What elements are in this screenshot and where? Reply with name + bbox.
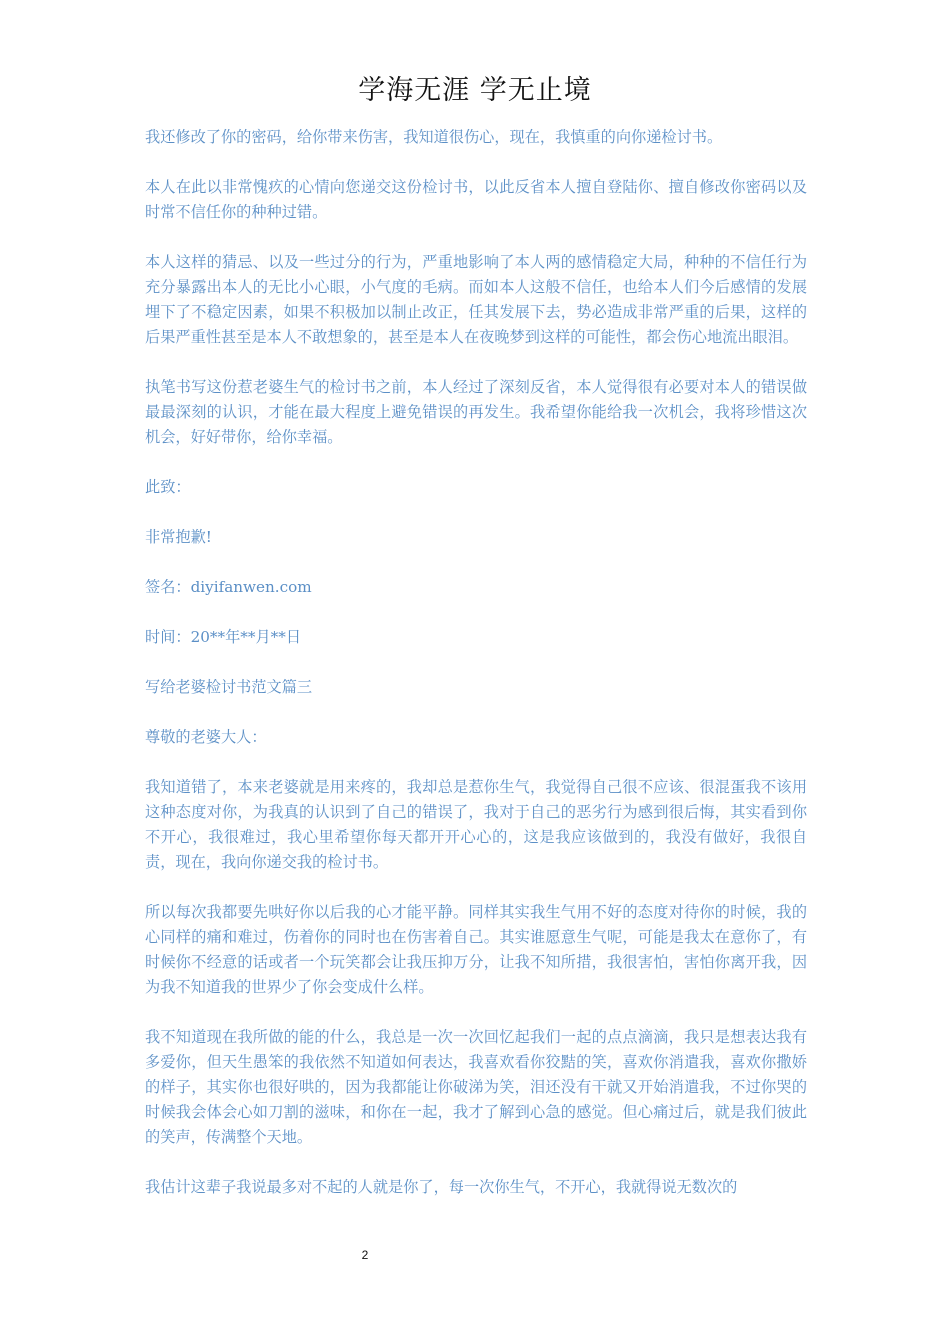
- paragraph: 执笔书写这份惹老婆生气的检讨书之前，本人经过了深刻反省，本人觉得很有必要对本人的错误做最最深刻的认识，才能在最大程度上避免错误的再发生。我希望你能给我一次机会，我将珍惜这次机会，好好带你，给你幸福。: [145, 378, 807, 446]
- page-number: 2: [361, 1248, 369, 1262]
- paragraph: 本人在此以非常愧疚的心情向您递交这份检讨书，以此反省本人擅自登陆你、擅自修改你密码以及时常不信任你的种种过错。: [145, 178, 807, 221]
- paragraph: 所以每次我都要先哄好你以后我的心才能平静。同样其实我生气用不好的态度对待你的时候，我的心同样的痛和难过，伤着你的同时也在伤害着自己。其实谁愿意生气呢，可能是我太在意你了，有时候你不经意的话或者一个玩笑都会让我压抑万分，让我不知所措，我很害怕，害怕你离开我，因为我不知道我的世界少了你会变成什么样。: [145, 903, 807, 996]
- paragraph: 本人这样的猜忌、以及一些过分的行为，严重地影响了本人两的感情稳定大局，种种的不信任行为充分暴露出本人的无比小心眼，小气度的毛病。而如本人这般不信任，也给本人们今后感情的发展埋下了不稳定因素，如果不积极加以制止改正，任其发展下去，势必造成非常严重的后果，这样的后果严重性甚至是本人不敢想象的，甚至是本人在夜晚梦到这样的可能性，都会伤心地流出眼泪。: [145, 253, 807, 346]
- date-line: 时间：20**年**月**日: [145, 628, 302, 646]
- paragraph: 我知道错了，本来老婆就是用来疼的，我却总是惹你生气，我觉得自己很不应该、很混蛋我不该用这种态度对你，为我真的认识到了自己的错误了，我对于自己的恶劣行为感到很后悔，其实看到你不开心，我很难过，我心里希望你每天都开开心心的，这是我应该做到的，我没有做好，我很自责，现在，我向你递交我的检讨书。: [145, 778, 807, 871]
- page-header-title: 学海无涯 学无止境: [358, 75, 592, 106]
- closing-salutation: 此致：: [145, 478, 191, 496]
- apology-line: 非常抱歉!: [145, 528, 212, 546]
- paragraph: 我还修改了你的密码，给你带来伤害，我知道很伤心，现在，我慎重的向你递检讨书。: [145, 128, 723, 146]
- greeting-line: 尊敬的老婆大人：: [145, 728, 267, 746]
- paragraph: 我不知道现在我所做的能的什么，我总是一次一次回忆起我们一起的点点滴滴，我只是想表达我有多爱你，但天生愚笨的我依然不知道如何表达，我喜欢看你狡黠的笑，喜欢你消遣我，喜欢你撒娇的样子，其实你也很好哄的，因为我都能让你破涕为笑，泪还没有干就又开始消遣我，不过你哭的时候我会体会心如刀割的滋味，和你在一起，我才了解到心急的感觉。但心痛过后，就是我们彼此的笑声，传满整个天地。: [145, 1028, 807, 1146]
- section-heading: 写给老婆检讨书范文篇三: [145, 678, 313, 696]
- signature-line: 签名：diyifanwen.com: [145, 578, 312, 596]
- paragraph: 我估计这辈子我说最多对不起的人就是你了，每一次你生气，不开心，我就得说无数次的: [145, 1178, 738, 1196]
- document-body: [145, 125, 807, 1200]
